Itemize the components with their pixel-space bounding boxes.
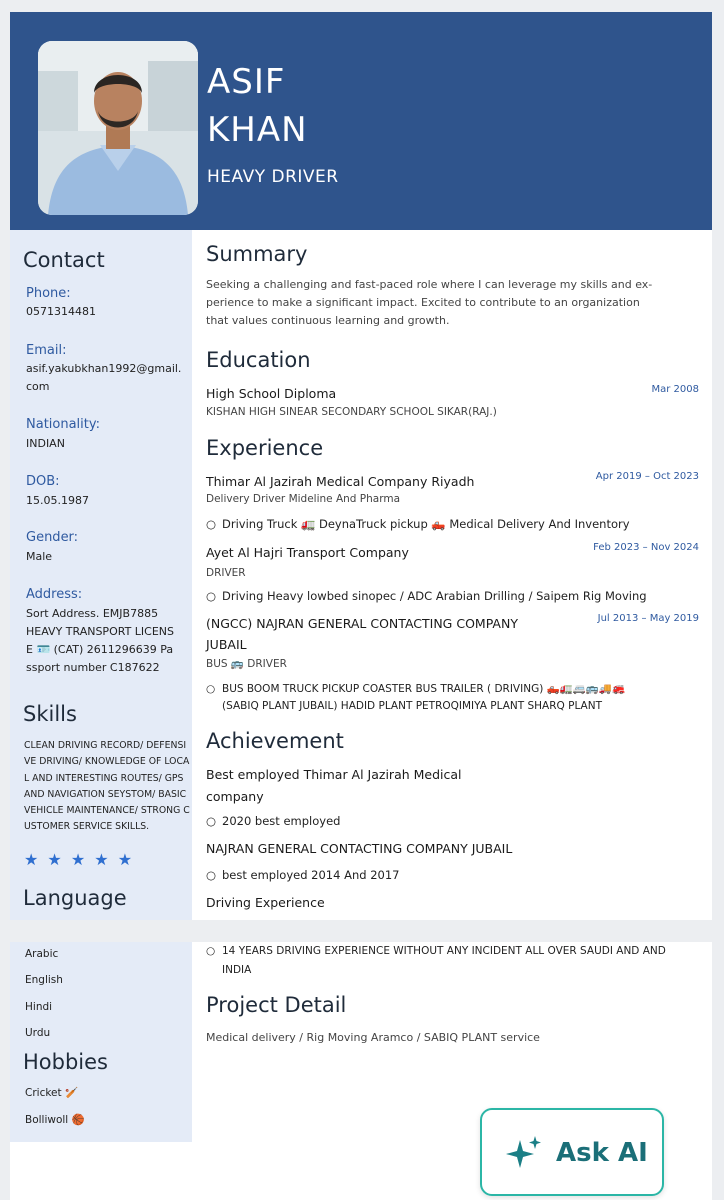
skills-star-rating: ★ ★ ★ ★ ★ [24, 850, 135, 869]
ask-ai-button[interactable] [480, 1108, 664, 1196]
experience-heading: Experience [206, 436, 324, 460]
achievement-bullet-text: 2020 best employed [222, 814, 341, 828]
nationality-label: Nationality: [26, 417, 101, 432]
bullet-icon: ○ [206, 683, 216, 695]
job-role: DRIVER [206, 567, 246, 579]
page-gap [10, 920, 712, 942]
job-role: BUS 🚌 DRIVER [206, 658, 287, 670]
skills-text: CLEAN DRIVING RECORD/ DEFENSIVE DRIVING/ KNOWLEDGE OF LOCAL AND INTERESTING ROUTES/ GPS AND NAVIGATION SEYSTOM/ BASIC VEHICLE MAINTENANCE/ STRONG CUSTOMER SERVICE SKILLS. [24, 740, 190, 833]
last-name: KHAN [207, 110, 308, 150]
achievement-bullet-text: 14 YEARS DRIVING EXPERIENCE WITHOUT ANY INCIDENT ALL OVER SAUDI AND AND [222, 945, 666, 957]
achievement-bullet-text: best employed 2014 And 2017 [222, 868, 400, 882]
bullet-icon: ○ [206, 517, 217, 531]
job-bullet [206, 680, 625, 698]
skills-heading: Skills [23, 702, 77, 726]
email-value-line2: com [26, 380, 50, 393]
job-bullet-text: BUS BOOM TRUCK PICKUP COASTER BUS TRAILER ( DRIVING) 🛻🚛🚐🚌🚚🚒 [222, 683, 626, 695]
summary-line: Seeking a challenging and fast-paced role where I can leverage my skills and ex- [206, 278, 653, 291]
project-text: Medical delivery / Rig Moving Aramco / SABIQ PLANT service [206, 1031, 540, 1044]
dob-value: 15.05.1987 [26, 494, 89, 507]
job-date: Feb 2023 – Nov 2024 [593, 542, 699, 553]
hobbies-heading: Hobbies [23, 1050, 108, 1074]
achievement-title: NAJRAN GENERAL CONTACTING COMPANY JUBAIL [206, 841, 513, 856]
project-heading: Project Detail [206, 993, 347, 1017]
job-title: HEAVY DRIVER [207, 167, 339, 187]
bullet-icon: ○ [206, 868, 217, 882]
summary-line: perience to make a significant impact. Excited to contribute to an organization [206, 296, 640, 309]
job-bullet [206, 587, 647, 605]
job-bullet [206, 515, 630, 533]
bullet-icon: ○ [206, 814, 217, 828]
profile-photo [38, 41, 198, 215]
dob-label: DOB: [26, 474, 60, 489]
achievement-title: Driving Experience [206, 895, 325, 910]
job-bullet-text: Driving Heavy lowbed sinopec / ADC Arabian Drilling / Saipem Rig Moving [222, 589, 647, 603]
language-item: English [25, 974, 63, 986]
education-heading: Education [206, 348, 311, 372]
language-item: Arabic [25, 948, 59, 960]
achievement-title: Best employed Thimar Al Jazirah Medical [206, 767, 462, 782]
achievement-bullet [206, 812, 340, 830]
hobby-item: Cricket 🏏 [25, 1087, 79, 1099]
gender-value: Male [26, 550, 53, 563]
job-date: Apr 2019 – Oct 2023 [595, 471, 699, 482]
email-label: Email: [26, 343, 67, 358]
nationality-value: INDIAN [26, 437, 65, 450]
education-school: KISHAN HIGH SINEAR SECONDARY SCHOOL SIKAR(RAJ.) [206, 406, 497, 418]
address-line: E 🪪 (CAT) 2611296639 Pa [26, 643, 174, 656]
resume-header [10, 12, 712, 230]
phone-label: Phone: [26, 286, 71, 301]
job-company: (NGCC) NAJRAN GENERAL CONTACTING COMPANY [206, 616, 518, 631]
education-date: Mar 2008 [651, 384, 699, 395]
gender-label: Gender: [26, 530, 79, 545]
bullet-icon: ○ [206, 945, 216, 957]
address-line: Sort Address. EMJB7885 [26, 607, 159, 620]
contact-heading: Contact [23, 248, 105, 272]
job-company: Ayet Al Hajri Transport Company [206, 545, 409, 560]
resume-page [10, 12, 712, 1200]
achievement-heading: Achievement [206, 729, 344, 753]
ask-ai-label: Ask AI [556, 1138, 648, 1168]
job-role: Delivery Driver Mideline And Pharma [206, 493, 401, 505]
address-line: ssport number C187622 [26, 661, 160, 674]
sidebar-continued [10, 942, 192, 1142]
job-date: Jul 2013 – May 2019 [597, 613, 699, 624]
language-item: Hindi [25, 1001, 53, 1013]
achievement-bullet-line2: INDIA [222, 964, 252, 976]
summary-line: that values continuous learning and growth. [206, 314, 450, 327]
address-line: HEAVY TRANSPORT LICENS [26, 625, 175, 638]
job-bullet-text: Driving Truck 🚛 DeynaTruck pickup 🛻 Medical Delivery And Inventory [222, 517, 630, 531]
education-degree: High School Diploma [206, 386, 337, 401]
job-bullet-line2: (SABIQ PLANT JUBAIL) HADID PLANT PETROQIMIYA PLANT SHARQ PLANT [222, 700, 602, 712]
achievement-bullet [206, 866, 399, 884]
job-company: Thimar Al Jazirah Medical Company Riyadh [206, 474, 475, 489]
achievement-title-line2: company [206, 789, 264, 804]
hobby-item: Bolliwoll 🏀 [25, 1114, 85, 1126]
phone-value: 0571314481 [26, 305, 96, 318]
address-label: Address: [26, 587, 83, 602]
summary-heading: Summary [206, 242, 308, 266]
bullet-icon: ○ [206, 589, 217, 603]
first-name: ASIF [207, 62, 286, 102]
language-item: Urdu [25, 1027, 51, 1039]
job-company-line2: JUBAIL [206, 637, 247, 652]
email-value-line1: asif.yakubkhan1992@gmail. [26, 362, 182, 375]
language-heading: Language [23, 886, 127, 910]
profile-photo-illustration [38, 41, 198, 215]
sparkle-icon [504, 1134, 544, 1178]
achievement-bullet [206, 942, 666, 960]
